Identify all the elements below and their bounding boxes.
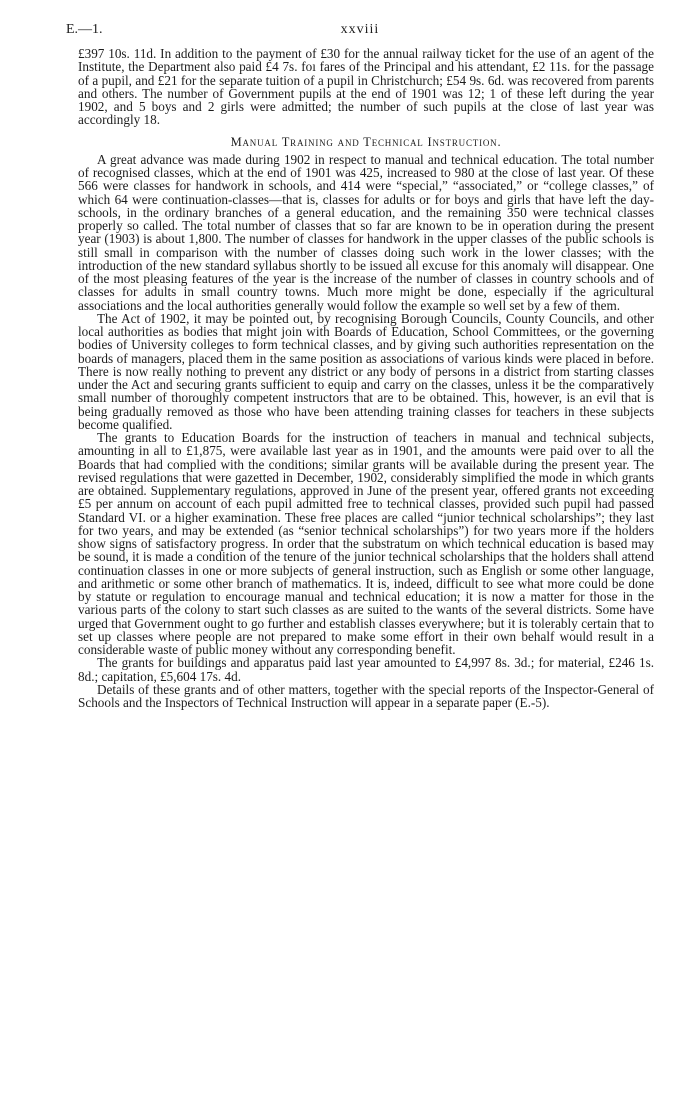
running-header — [66, 22, 654, 42]
paragraph: The Act of 1902, it may be pointed out, by recognising Borough Councils, County Councils, and other local authorities as bodies that might join with Boards of Education, School Committees, or the governing bodies of University colleges to form technical classes, and by giving such authorities representation on the boards of managers, placed them in the same position as associations of various kinds were placed in before. There is now really nothing to prevent any district or any body of persons in a district from starting classes under the Act and securing grants sufficient to equip and carry on the classes, unless it be the comparatively small number of thoroughly competent instructors that are to be obtained. This, however, is an evil that is being gradually removed as those who have been attending training classes for teachers in these subjects become qualified. — [78, 310, 654, 432]
paragraph-continued: £397 10s. 11d. In addition to the payment of £30 for the annual railway ticket for the use of an agent of the Institute, the Department also paid £4 7s. foı fares of the Principal and his attendant, £2 11s. for the passage of a pupil, and £21 for the separate tuition of a pupil in Christchurch; £54 9s. 6d. was recovered from parents and others. The number of Government pupils at the end of 1901 was 12; 1 of these left during the year 1902, and 5 boys and 2 girls were admitted; the number of such pupils at the close of last year was accordingly 18. — [78, 46, 654, 128]
paragraph: A great advance was made during 1902 in respect to manual and technical education. The total number of recognised classes, which at the end of 1901 was 425, increased to 980 at the close of last year. Of these 566 were classes for handwork in schools, and 414 were “special,” “associated,” or “college classes,” of which 64 were continuation-classes—that is, classes for adults or for boys and girls that have left the day-schools, in the ordinary branches of a general education, and the remaining 350 were technical classes properly so called. The total number of classes that so far are known to be in operation during the present year (1903) is about 1,800. The number of classes for handwork in the upper classes of the public schools is still small in comparison with the number of classes doing such work in the lower classes; with the introduction of the new standard syllabus shortly to be issued all excuse for this anomaly will disappear. One of the most pleasing features of the year is the increase of the number of classes in country schools and of classes for adults in small country towns. Much more might be done, especially if the agricultural associations and the local authorities generally would follow the example so well set by a few of them. — [78, 151, 654, 313]
paragraph: Details of these grants and of other matters, together with the special reports of the Inspector-General of Schools and the Inspectors of Technical Instruction will appear in a separate paper (E.-5). — [78, 681, 654, 710]
section-heading: Manual Training and Technical Instruction. — [230, 134, 502, 149]
paper-reference: E.—1. — [66, 22, 103, 37]
document-body — [78, 47, 654, 709]
paragraph: The grants to Education Boards for the instruction of teachers in manual and technical subjects, amounting in all to £1,875, were available last year as in 1901, and the amounts were paid over to all the Boards that had complied with the conditions; similar grants will be available during the present year. The revised regulations that were gazetted in December, 1902, considerably simplified the mode in which grants are obtained. Supplementary regulations, approved in June of the present year, offered grants not exceeding £5 per annum on account of each pupil admitted free to technical classes, provided such pupil had passed Standard VI. or a higher examination. These free places are called “junior technical scholarships”; they last for two years, and may be extended (as “senior technical scholarships”) for two years more if the holders show signs of satisfactory progress. In order that the substratum on which technical education is based may be sound, it is made a condition of the tenure of the junior technical scholarships that the holders shall attend continuation classes in one or more subjects of general instruction, such as English or some other language, and arithmetic or some other branch of mathematics. It is, indeed, difficult to see what more could be done by statute or regulation to encourage manual and technical education; it is now a matter for those in the various parts of the colony to start such classes as are suited to the wants of the several districts. Some have urged that Government ought to go further and establish classes everywhere; but it is tolerably certain that to set up classes where people are not prepared to make some effort in their own behalf would result in a considerable waste of public money without any corresponding benefit. — [78, 430, 654, 657]
paragraph: The grants for buildings and apparatus paid last year amounted to £4,997 8s. 3d.; for material, £246 1s. 8d.; capitation, £5,604 17s. 4d. — [78, 655, 654, 684]
page-number: xxviii — [340, 22, 380, 37]
